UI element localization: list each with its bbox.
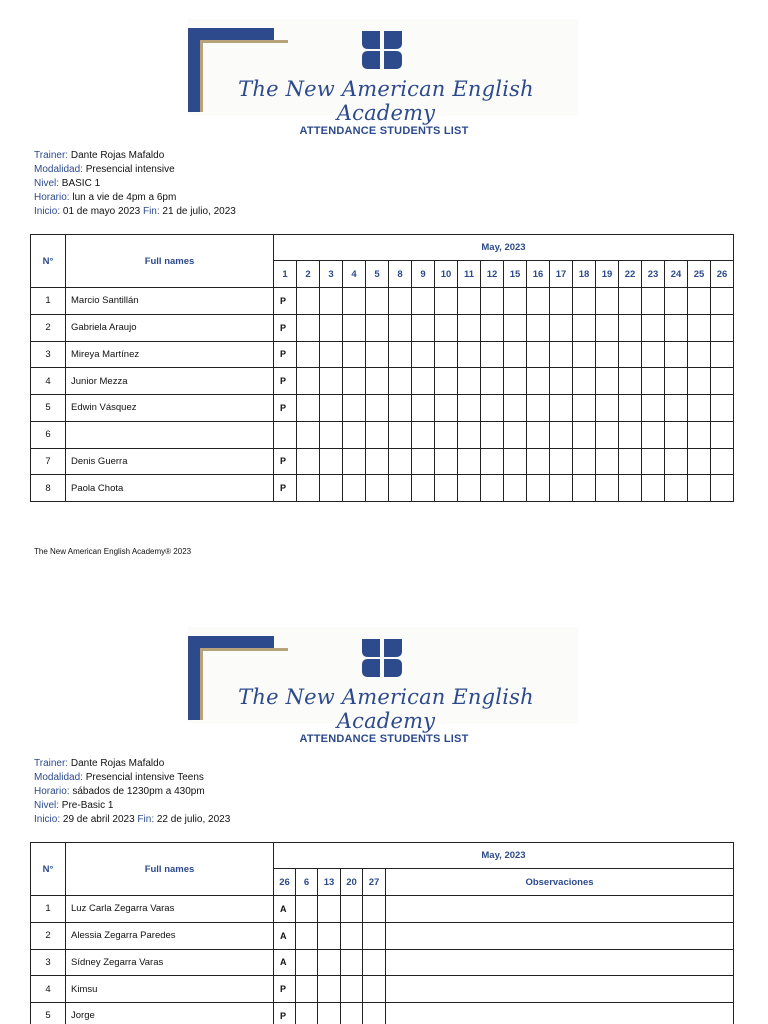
- attendance-cell: [435, 368, 458, 395]
- table-row: [31, 341, 734, 368]
- attendance-cell: [320, 448, 343, 475]
- attendance-cell: [343, 288, 366, 315]
- attendance-cell: [458, 421, 481, 448]
- student-name: Luz Carla Zegarra Varas: [66, 896, 274, 923]
- attendance-cell: [435, 421, 458, 448]
- attendance-cell: [504, 395, 527, 422]
- nivel-value: BASIC 1: [61, 178, 101, 189]
- attendance-cell: [527, 421, 550, 448]
- attendance-cell: [596, 395, 619, 422]
- attendance-cell: P: [274, 976, 296, 1003]
- attendance-cell: [504, 341, 527, 368]
- attendance-cell: [412, 395, 435, 422]
- attendance-cell: [366, 448, 389, 475]
- attendance-cell: A: [274, 949, 296, 976]
- attendance-cell: [665, 288, 688, 315]
- attendance-cell: [458, 395, 481, 422]
- attendance-cell: [688, 288, 711, 315]
- horario-value: lun a vie de 4pm a 6pm: [72, 192, 177, 203]
- attendance-cell: [573, 368, 596, 395]
- day-header: 18: [573, 261, 596, 288]
- row-number: 1: [31, 896, 66, 923]
- attendance-cell: [596, 314, 619, 341]
- observations-cell: [386, 922, 734, 949]
- attendance-cell: [619, 395, 642, 422]
- day-header: 2: [297, 261, 320, 288]
- table-row: [31, 1003, 734, 1024]
- attendance-cell: P: [274, 288, 297, 315]
- attendance-cell: [412, 368, 435, 395]
- attendance-cell: [573, 341, 596, 368]
- col-number-header-2: N°: [31, 843, 66, 896]
- attendance-cell: P: [274, 1003, 296, 1024]
- table-row: [31, 368, 734, 395]
- attendance-cell: [389, 288, 412, 315]
- attendance-cell: [711, 448, 734, 475]
- attendance-cell: [596, 421, 619, 448]
- attendance-cell: [481, 368, 504, 395]
- attendance-cell: [296, 1003, 318, 1024]
- table-row: [31, 922, 734, 949]
- attendance-cell: [596, 475, 619, 502]
- day-header: 24: [665, 261, 688, 288]
- attendance-cell: [481, 475, 504, 502]
- attendance-cell: [711, 421, 734, 448]
- academy-logo-icon: [360, 637, 404, 679]
- day-header: 9: [412, 261, 435, 288]
- attendance-cell: [320, 475, 343, 502]
- attendance-cell: [573, 421, 596, 448]
- attendance-cell: [665, 475, 688, 502]
- inicio-value-2: 29 de abril 2023: [62, 814, 135, 825]
- attendance-cell: [320, 395, 343, 422]
- attendance-cell: [711, 368, 734, 395]
- attendance-cell: [320, 421, 343, 448]
- attendance-cell: [596, 448, 619, 475]
- attendance-cell: [481, 448, 504, 475]
- attendance-cell: [619, 368, 642, 395]
- attendance-cell: [688, 421, 711, 448]
- attendance-cell: [412, 448, 435, 475]
- attendance-cell: [296, 896, 318, 923]
- day-header: 26: [711, 261, 734, 288]
- attendance-cell: [504, 368, 527, 395]
- table-row: [31, 896, 734, 923]
- attendance-cell: [458, 314, 481, 341]
- sheet2-title: ATTENDANCE STUDENTS LIST: [299, 733, 469, 745]
- table-row: [31, 976, 734, 1003]
- row-number: 3: [31, 341, 66, 368]
- attendance-table-2: [30, 842, 734, 1024]
- attendance-cell: [665, 448, 688, 475]
- attendance-cell: [550, 448, 573, 475]
- attendance-cell: [297, 288, 320, 315]
- observations-cell: [386, 976, 734, 1003]
- attendance-cell: [711, 288, 734, 315]
- footer-note: The New American English Academy® 2023: [34, 547, 192, 556]
- attendance-cell: [573, 448, 596, 475]
- attendance-cell: [412, 288, 435, 315]
- attendance-cell: [481, 341, 504, 368]
- attendance-cell: [297, 341, 320, 368]
- attendance-cell: [343, 368, 366, 395]
- attendance-cell: [412, 314, 435, 341]
- attendance-cell: [665, 368, 688, 395]
- attendance-cell: [296, 949, 318, 976]
- attendance-cell: [274, 421, 297, 448]
- attendance-cell: [343, 448, 366, 475]
- attendance-cell: [504, 288, 527, 315]
- attendance-cell: [363, 1003, 386, 1024]
- inicio-value: 01 de mayo 2023: [62, 206, 141, 217]
- attendance-cell: [366, 395, 389, 422]
- attendance-cell: [341, 922, 363, 949]
- attendance-cell: [318, 949, 341, 976]
- attendance-cell: [296, 976, 318, 1003]
- day-header: 19: [596, 261, 619, 288]
- attendance-cell: [458, 341, 481, 368]
- attendance-cell: [366, 368, 389, 395]
- day-header: 23: [642, 261, 665, 288]
- attendance-cell: P: [274, 448, 297, 475]
- fin-value-2: 22 de julio, 2023: [156, 814, 231, 825]
- attendance-cell: [481, 314, 504, 341]
- attendance-cell: [619, 475, 642, 502]
- row-number: 8: [31, 475, 66, 502]
- trainer-value: Dante Rojas Mafaldo: [70, 150, 165, 161]
- day-header: 20: [341, 869, 363, 896]
- table-row: [31, 448, 734, 475]
- table-row: [31, 949, 734, 976]
- attendance-cell: [642, 288, 665, 315]
- day-header: 5: [366, 261, 389, 288]
- attendance-cell: [642, 314, 665, 341]
- attendance-cell: [458, 475, 481, 502]
- attendance-cell: [389, 314, 412, 341]
- attendance-cell: [363, 976, 386, 1003]
- row-number: 2: [31, 314, 66, 341]
- student-name: Paola Chota: [66, 475, 274, 502]
- attendance-cell: [320, 368, 343, 395]
- fin-value: 21 de julio, 2023: [162, 206, 236, 217]
- nivel-value-2: Pre-Basic 1: [61, 800, 114, 811]
- modalidad-value-2: Presencial intensive Teens: [85, 772, 204, 783]
- attendance-cell: [320, 288, 343, 315]
- attendance-cell: [619, 421, 642, 448]
- day-header: 26: [274, 869, 296, 896]
- col-number-header: N°: [31, 235, 66, 288]
- attendance-cell: [527, 448, 550, 475]
- student-name: Sídney Zegarra Varas: [66, 949, 274, 976]
- attendance-cell: [596, 341, 619, 368]
- modalidad-value: Presencial intensive: [85, 164, 175, 175]
- sheet1-info: Trainer: Dante Rojas Mafaldo Modalidad: Presencial intensive Nivel: BASIC 1 Horario: lun a vie de 4pm a 6pm Inicio: 01 de mayo 2023 Fin: 21 de julio, 2023: [34, 150, 236, 217]
- attendance-cell: [642, 368, 665, 395]
- table-row: [31, 314, 734, 341]
- student-name: Denis Guerra: [66, 448, 274, 475]
- attendance-cell: [297, 475, 320, 502]
- student-name: Gabriela Araujo: [66, 314, 274, 341]
- row-number: 6: [31, 421, 66, 448]
- attendance-cell: [389, 368, 412, 395]
- attendance-cell: [366, 341, 389, 368]
- attendance-cell: [363, 922, 386, 949]
- attendance-cell: [688, 448, 711, 475]
- attendance-cell: [435, 475, 458, 502]
- student-name: Marcio Santillán: [66, 288, 274, 315]
- attendance-cell: [318, 1003, 341, 1024]
- day-header: 8: [389, 261, 412, 288]
- attendance-cell: [550, 421, 573, 448]
- attendance-cell: A: [274, 922, 296, 949]
- col-names-header-2: Full names: [66, 843, 274, 896]
- attendance-cell: [343, 475, 366, 502]
- attendance-cell: [363, 949, 386, 976]
- attendance-cell: [297, 448, 320, 475]
- attendance-cell: P: [274, 368, 297, 395]
- academy-banner: [188, 19, 578, 125]
- attendance-cell: [343, 395, 366, 422]
- trainer-value-2: Dante Rojas Mafaldo: [70, 758, 165, 769]
- attendance-cell: [389, 448, 412, 475]
- day-header: 27: [363, 869, 386, 896]
- attendance-cell: [642, 395, 665, 422]
- attendance-cell: [341, 949, 363, 976]
- attendance-table-1: [30, 234, 734, 502]
- academy-name: The New American English Academy: [238, 77, 534, 125]
- attendance-cell: [504, 475, 527, 502]
- attendance-cell: [297, 314, 320, 341]
- attendance-cell: [343, 314, 366, 341]
- student-name: Junior Mezza: [66, 368, 274, 395]
- attendance-cell: P: [274, 395, 297, 422]
- attendance-cell: [527, 288, 550, 315]
- observations-cell: [386, 1003, 734, 1024]
- attendance-cell: [642, 421, 665, 448]
- attendance-cell: [458, 288, 481, 315]
- row-number: 7: [31, 448, 66, 475]
- row-number: 4: [31, 976, 66, 1003]
- attendance-cell: [504, 421, 527, 448]
- day-header: 6: [296, 869, 318, 896]
- attendance-cell: [527, 341, 550, 368]
- attendance-cell: [550, 395, 573, 422]
- attendance-cell: P: [274, 341, 297, 368]
- attendance-cell: [363, 896, 386, 923]
- attendance-cell: [504, 314, 527, 341]
- observations-header: Observaciones: [386, 869, 734, 896]
- day-header: 1: [274, 261, 297, 288]
- attendance-cell: [366, 475, 389, 502]
- attendance-cell: [527, 368, 550, 395]
- attendance-cell: [573, 288, 596, 315]
- attendance-cell: [341, 976, 363, 1003]
- attendance-cell: [343, 341, 366, 368]
- attendance-cell: [665, 314, 688, 341]
- attendance-cell: [481, 288, 504, 315]
- day-header: 22: [619, 261, 642, 288]
- attendance-cell: [318, 896, 341, 923]
- attendance-cell: [320, 341, 343, 368]
- attendance-cell: [619, 314, 642, 341]
- attendance-cell: [412, 341, 435, 368]
- attendance-cell: [435, 288, 458, 315]
- academy-name-2: The New American English Academy: [238, 685, 534, 733]
- attendance-cell: [296, 922, 318, 949]
- attendance-cell: A: [274, 896, 296, 923]
- attendance-cell: [527, 395, 550, 422]
- attendance-cell: [596, 288, 619, 315]
- student-name: Jorge: [66, 1003, 274, 1024]
- col-names-header: Full names: [66, 235, 274, 288]
- attendance-cell: [596, 368, 619, 395]
- attendance-cell: [341, 896, 363, 923]
- attendance-cell: [573, 475, 596, 502]
- sheet2-info: Trainer: Dante Rojas Mafaldo Modalidad: Presencial intensive Teens Horario: sábados de 1230pm a 430pm Nivel: Pre-Basic 1 Inicio: 29 de abril 2023 Fin: 22 de julio, 2023: [34, 758, 231, 825]
- academy-logo-icon: [360, 29, 404, 71]
- attendance-cell: [688, 475, 711, 502]
- attendance-cell: [550, 314, 573, 341]
- attendance-cell: [458, 448, 481, 475]
- attendance-cell: [527, 314, 550, 341]
- day-header: 10: [435, 261, 458, 288]
- attendance-cell: [435, 395, 458, 422]
- attendance-cell: [412, 475, 435, 502]
- table-row: [31, 421, 734, 448]
- day-header: 11: [458, 261, 481, 288]
- attendance-cell: [389, 341, 412, 368]
- attendance-cell: [619, 288, 642, 315]
- attendance-cell: [688, 314, 711, 341]
- table-row: [31, 288, 734, 315]
- attendance-cell: [435, 448, 458, 475]
- attendance-cell: [458, 368, 481, 395]
- attendance-cell: [711, 341, 734, 368]
- observations-cell: [386, 896, 734, 923]
- row-number: 2: [31, 922, 66, 949]
- observations-cell: [386, 949, 734, 976]
- table-row: [31, 475, 734, 502]
- day-header: 13: [318, 869, 341, 896]
- attendance-cell: [665, 395, 688, 422]
- attendance-cell: [412, 421, 435, 448]
- attendance-cell: [550, 341, 573, 368]
- attendance-cell: [481, 395, 504, 422]
- attendance-cell: [341, 1003, 363, 1024]
- month-header-2: May, 2023: [274, 843, 734, 869]
- attendance-cell: [343, 421, 366, 448]
- day-header: 12: [481, 261, 504, 288]
- attendance-cell: [573, 395, 596, 422]
- student-name: Edwin Vásquez: [66, 395, 274, 422]
- attendance-cell: [389, 475, 412, 502]
- attendance-cell: [318, 976, 341, 1003]
- attendance-cell: [366, 421, 389, 448]
- attendance-cell: P: [274, 314, 297, 341]
- month-header: May, 2023: [274, 235, 734, 261]
- student-name: Kimsu: [66, 976, 274, 1003]
- attendance-cell: [711, 314, 734, 341]
- attendance-cell: [573, 314, 596, 341]
- day-header: 16: [527, 261, 550, 288]
- table-row: [31, 395, 734, 422]
- horario-value-2: sábados de 1230pm a 430pm: [72, 786, 205, 797]
- attendance-cell: [688, 341, 711, 368]
- attendance-cell: [619, 448, 642, 475]
- attendance-cell: [619, 341, 642, 368]
- day-header: 17: [550, 261, 573, 288]
- attendance-cell: [435, 314, 458, 341]
- day-header: 3: [320, 261, 343, 288]
- student-name: Alessia Zegarra Paredes: [66, 922, 274, 949]
- attendance-cell: [389, 395, 412, 422]
- row-number: 1: [31, 288, 66, 315]
- attendance-cell: [642, 448, 665, 475]
- attendance-cell: [318, 922, 341, 949]
- attendance-cell: [481, 421, 504, 448]
- attendance-cell: [688, 368, 711, 395]
- row-number: 5: [31, 1003, 66, 1024]
- attendance-cell: [688, 395, 711, 422]
- attendance-cell: [711, 475, 734, 502]
- attendance-cell: [711, 395, 734, 422]
- attendance-cell: [297, 368, 320, 395]
- attendance-cell: [297, 395, 320, 422]
- sheet1-title: ATTENDANCE STUDENTS LIST: [299, 125, 469, 137]
- student-name: [66, 421, 274, 448]
- attendance-cell: [435, 341, 458, 368]
- day-header: 4: [343, 261, 366, 288]
- attendance-cell: [297, 421, 320, 448]
- row-number: 3: [31, 949, 66, 976]
- row-number: 5: [31, 395, 66, 422]
- attendance-cell: [642, 341, 665, 368]
- academy-banner-2: [188, 627, 578, 733]
- attendance-cell: [366, 288, 389, 315]
- attendance-cell: [665, 421, 688, 448]
- attendance-cell: P: [274, 475, 297, 502]
- attendance-cell: [550, 475, 573, 502]
- attendance-cell: [665, 341, 688, 368]
- day-header: 25: [688, 261, 711, 288]
- attendance-cell: [550, 288, 573, 315]
- attendance-cell: [366, 314, 389, 341]
- attendance-cell: [504, 448, 527, 475]
- row-number: 4: [31, 368, 66, 395]
- attendance-cell: [320, 314, 343, 341]
- attendance-cell: [389, 421, 412, 448]
- day-header: 15: [504, 261, 527, 288]
- attendance-cell: [527, 475, 550, 502]
- attendance-cell: [642, 475, 665, 502]
- student-name: Mireya Martínez: [66, 341, 274, 368]
- attendance-cell: [550, 368, 573, 395]
